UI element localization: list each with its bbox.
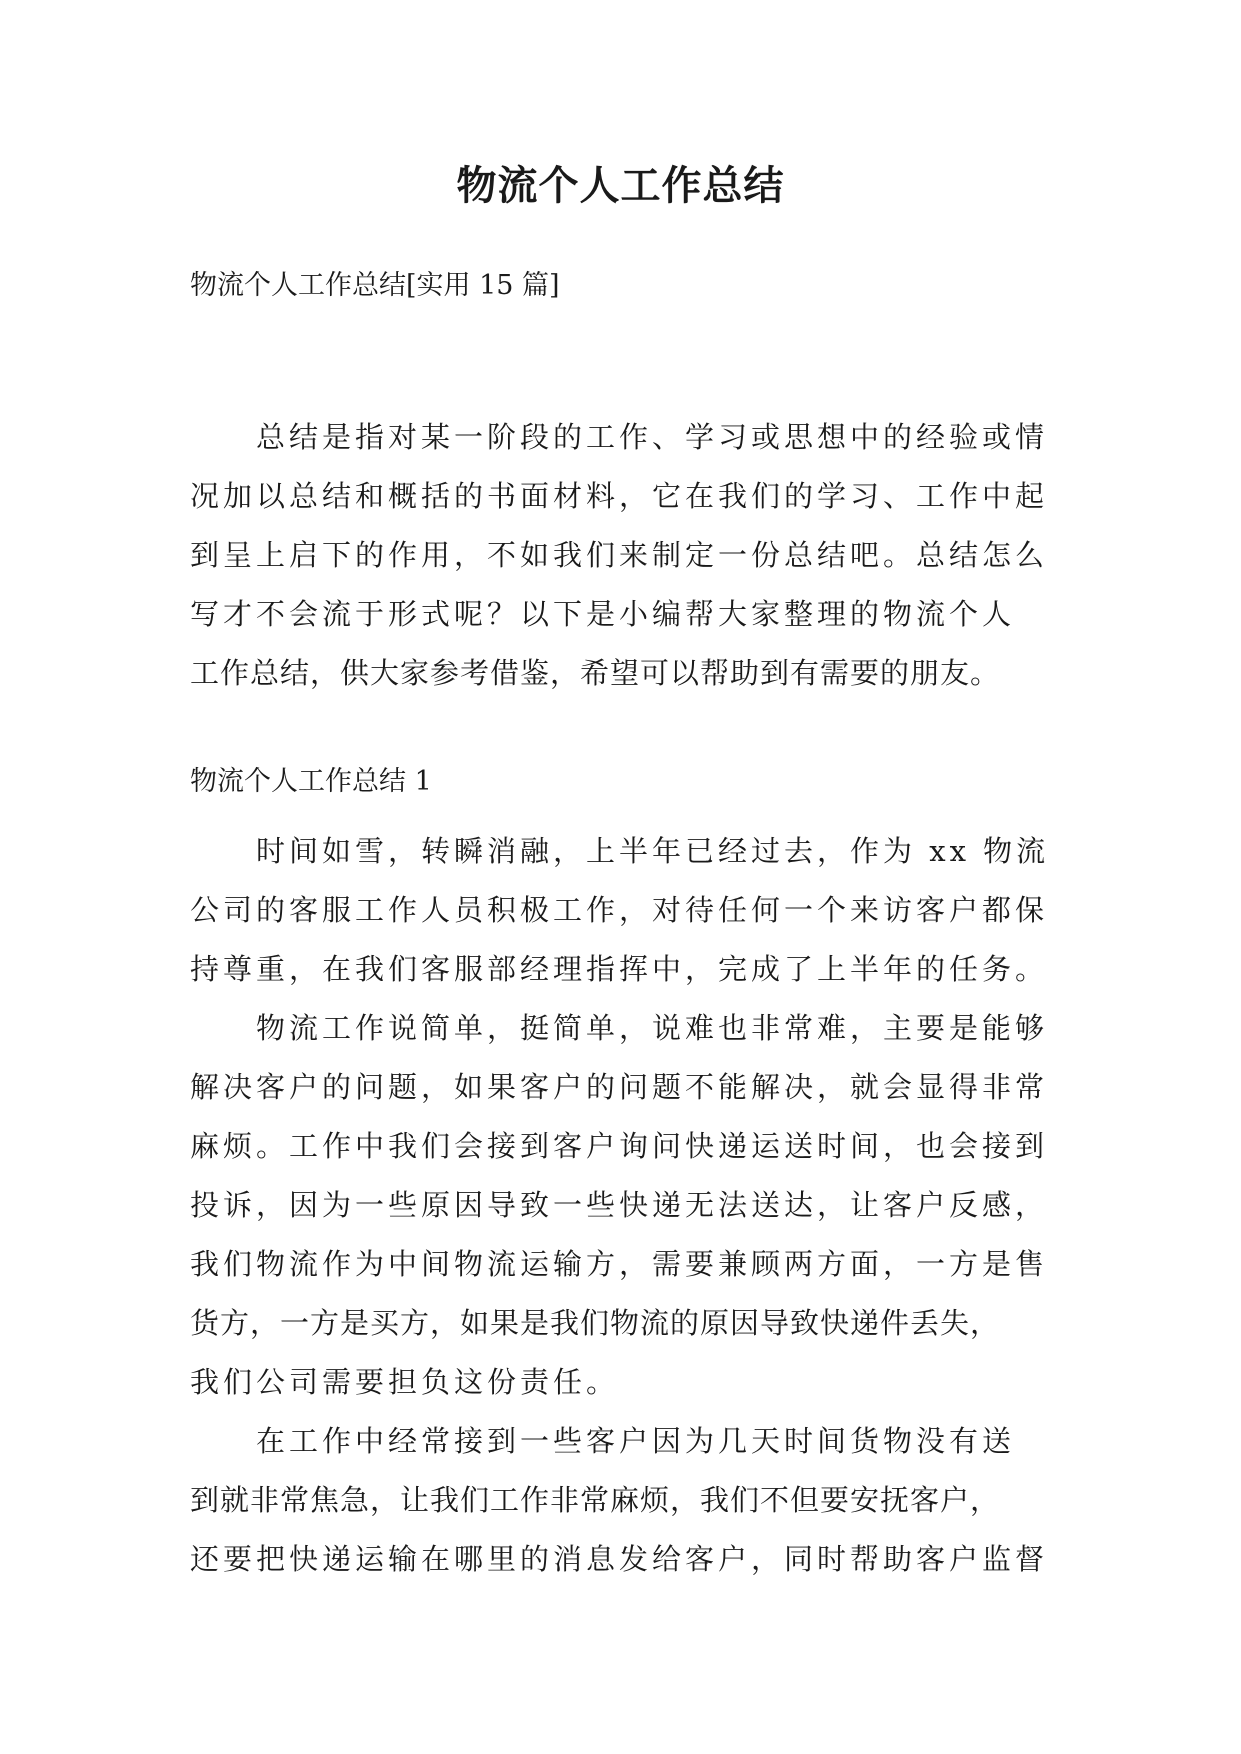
document-subtitle: 物流个人工作总结[实用 15 篇] bbox=[190, 270, 560, 301]
body-line: 公司的客服工作人员积极工作，对待任何一个来访客户都保 bbox=[190, 893, 1049, 927]
intro-line: 工作总结，供大家参考借鉴，希望可以帮助到有需要的朋友。 bbox=[190, 656, 1001, 690]
body-line: 我们公司需要担负这份责任。 bbox=[190, 1365, 620, 1399]
body-line: 到就非常焦急，让我们工作非常麻烦，我们不但要安抚客户， bbox=[190, 1483, 1001, 1517]
body-line: 货方，一方是买方，如果是我们物流的原因导致快递件丢失， bbox=[190, 1306, 1001, 1340]
intro-line: 况加以总结和概括的书面材料，它在我们的学习、工作中起 bbox=[190, 479, 1049, 513]
body-line: 时间如雪，转瞬消融，上半年已经过去，作为 xx 物流 bbox=[256, 834, 1050, 868]
body-line: 在工作中经常接到一些客户因为几天时间货物没有送 bbox=[256, 1424, 1016, 1458]
section-heading: 物流个人工作总结 1 bbox=[190, 766, 432, 797]
body-line: 我们物流作为中间物流运输方，需要兼顾两方面，一方是售 bbox=[190, 1247, 1049, 1281]
body-line: 物流工作说简单，挺简单，说难也非常难，主要是能够 bbox=[256, 1011, 1049, 1045]
intro-paragraph bbox=[190, 408, 1050, 703]
body-line: 麻烦。工作中我们会接到客户询问快递运送时间，也会接到 bbox=[190, 1129, 1049, 1163]
intro-line: 到呈上启下的作用，不如我们来制定一份总结吧。总结怎么 bbox=[190, 538, 1049, 572]
section-1 bbox=[190, 762, 1050, 1589]
intro-line: 写才不会流于形式呢？以下是小编帮大家整理的物流个人 bbox=[190, 597, 1016, 631]
intro-line: 总结是指对某一阶段的工作、学习或思想中的经验或情 bbox=[256, 420, 1049, 454]
body-line: 解决客户的问题，如果客户的问题不能解决，就会显得非常 bbox=[190, 1070, 1049, 1104]
document-title: 物流个人工作总结 bbox=[456, 162, 785, 209]
body-line: 投诉，因为一些原因导致一些快递无法送达，让客户反感， bbox=[190, 1188, 1049, 1222]
body-line: 持尊重，在我们客服部经理指挥中，完成了上半年的任务。 bbox=[190, 952, 1049, 986]
body-line: 还要把快递运输在哪里的消息发给客户，同时帮助客户监督 bbox=[190, 1542, 1049, 1576]
